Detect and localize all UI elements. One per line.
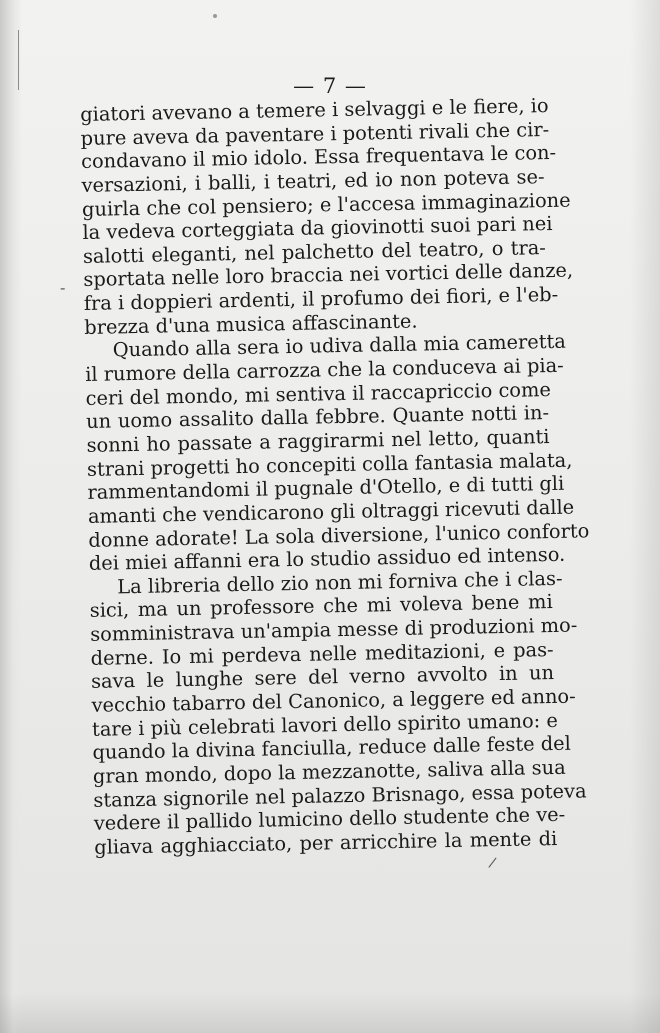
text-line: condavano il mio idolo. Essa frequentava le con- [80,141,557,174]
body-text [80,94,590,859]
text-line: somministrava un'ampia messe di produzioni mo- [89,613,578,646]
text-line: stanza signorile nel palazzo Brisnago, essa poteva [93,778,587,812]
page-right-shadow [630,0,660,1033]
text-line: sportata nelle loro braccia nei vortici delle danze, [83,259,574,292]
text-line: donne adorate! La sola diversione, l'unico conforto [88,518,590,552]
paragraph-start-line: Quando alla sera io udiva dalla mia cameretta [112,330,567,362]
text-line: derne. Io mi perdeva nelle meditazioni, e pas- [90,637,554,670]
page-number: — 7 — [293,74,367,98]
text-line: vedere il pallido lumicino dello studente che ve- [93,803,566,836]
text-line: la vedeva corteggiata da giovinotti suoi pari nei [82,212,553,245]
text-line: il rumore della carrozza che la conduceva ai pia- [84,353,564,386]
page-binding-edge [0,0,22,1033]
text-line: fra i doppieri ardenti, il profumo dei fiori, e l'eb- [83,282,559,316]
text-line: un uomo assalito dalla febbre. Quante notti in- [85,401,550,434]
stray-mark: / [487,854,498,872]
text-line: strani progetti ho concepiti colla fantasia malata, [86,448,573,481]
text-line: sonni ho passate a raggirarmi nel letto, quanti [86,425,550,457]
page-bottom-shadow [0,993,660,1033]
text-line: ceri del mondo, mi sentiva il raccapriccio come [85,377,552,410]
margin-mark: - [60,278,66,297]
text-line: tare i più celebrati lavori dello spirito umano: e [91,708,559,741]
text-line: giatori avevano a temere i selvaggi e le fiere, io [80,94,549,126]
text-line: sici, ma un professore che mi voleva bene mi [89,590,553,623]
paragraph-end-line: dei miei affanni era lo studio assiduo ed intenso. [88,542,566,576]
text-line: vecchio tabarro del Canonico, a leggere ed anno- [91,684,576,717]
text-line: versazioni, i balli, i teatri, ed io non poteva se- [81,165,545,197]
text-line: salotti eleganti, nel palchetto del teatro, o tra- [82,235,547,268]
text-line: gran mondo, dopo la mezzanotte, saliva alla sua [92,755,566,788]
paragraph-end-line: brezza d'una musica affascinante. [84,309,418,339]
text-line: sava le lunghe sere del verno avvolto in un [90,661,555,694]
text-line: quando la divina fanciulla, reduce dalle feste del [92,731,572,765]
text-line: pure aveva da paventare i potenti rivali che cir- [80,117,550,150]
ink-speck [213,14,217,18]
text-line: amanti che vendicarono gli oltraggi ricevuti dalle [87,495,575,528]
paragraph-start-line: La libreria dello zio non mi forniva che i clas- [117,566,563,599]
text-line: guirla che col pensiero; e l'accesa immaginazione [81,188,571,221]
text-line: gliava agghiacciato, per arricchire la mente di [94,826,558,859]
text-line: rammentandomi il pugnale d'Otello, e di tutti gli [87,472,565,505]
